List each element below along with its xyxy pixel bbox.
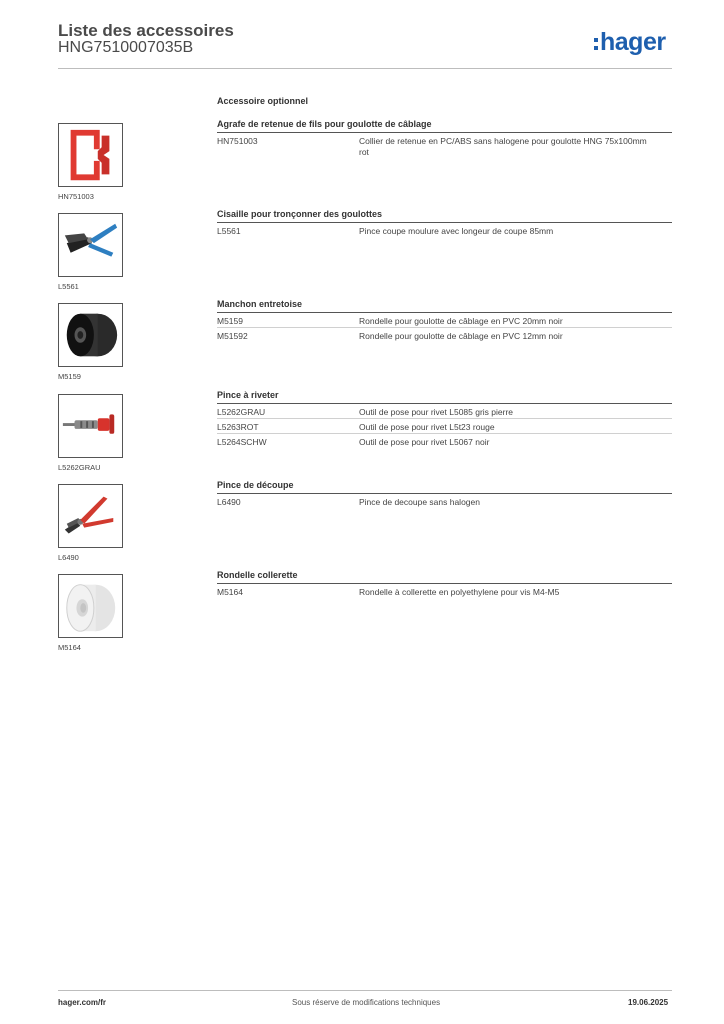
item-description: Outil de pose pour rivet L5085 gris pierre [359, 407, 514, 417]
table-row [217, 420, 672, 434]
image-label: L5262GRAU [58, 463, 101, 472]
item-reference: L6490 [217, 497, 241, 507]
item-reference: M51592 [217, 331, 248, 341]
item-reference: L5561 [217, 226, 241, 236]
item-description: Rondelle à collerette en polyethylene pour vis M4-M5 [359, 587, 560, 597]
item-reference: L5262GRAU [217, 407, 266, 417]
item-reference: L5263ROT [217, 422, 259, 432]
collar-washer-image [58, 574, 123, 638]
table-row [217, 224, 672, 238]
product-reference: HNG7510007035B [58, 39, 194, 56]
image-label: M5164 [58, 643, 81, 652]
logo-dots-icon [594, 38, 598, 50]
image-label: L6490 [58, 553, 79, 562]
group-title: Pince de découpe [217, 480, 294, 490]
group-title: Rondelle collerette [217, 570, 298, 580]
item-description: Outil de pose pour rivet L5067 noir [359, 437, 490, 447]
item-description: Rondelle pour goulotte de câblage en PVC 12mm noir [359, 331, 563, 341]
group-divider [217, 583, 672, 584]
rivet-tool-image [58, 394, 123, 458]
item-description: Pince coupe moulure avec longeur de coupe 85mm [359, 226, 554, 236]
footer-disclaimer: Sous réserve de modifications techniques [292, 998, 441, 1007]
shears-image [58, 213, 123, 277]
hager-logo [594, 28, 666, 56]
item-reference: M5164 [217, 587, 243, 597]
cutting-pliers-image [58, 484, 123, 548]
table-row [217, 134, 672, 160]
footer-date: 19.06.2025 [628, 998, 669, 1007]
item-description: Collier de retenue en PC/ABS sans halogene pour goulotte HNG 75x100mm rot [359, 136, 647, 157]
page-title: Liste des accessoires [58, 21, 234, 40]
red-clip-image [58, 123, 123, 187]
table-row [217, 495, 672, 509]
table-row [217, 329, 672, 343]
table-row [217, 435, 672, 449]
header-divider [58, 68, 672, 69]
group-title: Cisaille pour tronçonner des goulottes [217, 209, 383, 219]
group-divider [217, 312, 672, 313]
group-divider [217, 132, 672, 133]
item-description: Outil de pose pour rivet L5t23 rouge [359, 422, 495, 432]
item-reference: HN751003 [217, 136, 258, 146]
spacer-sleeve-image [58, 303, 123, 367]
item-description: Rondelle pour goulotte de câblage en PVC 20mm noir [359, 316, 563, 326]
table-row [217, 405, 672, 419]
footer-divider [58, 990, 672, 991]
group-divider [217, 493, 672, 494]
image-label: HN751003 [58, 192, 94, 201]
item-reference: M5159 [217, 316, 243, 326]
group-divider [217, 403, 672, 404]
footer-website-link[interactable]: hager.com/fr [58, 998, 107, 1007]
group-divider [217, 222, 672, 223]
table-row [217, 314, 672, 328]
image-label: M5159 [58, 372, 81, 381]
logo-text: hager [600, 27, 666, 56]
group-title: Pince à riveter [217, 390, 279, 400]
item-description: Pince de decoupe sans halogen [359, 497, 480, 507]
group-title: Manchon entretoise [217, 299, 303, 309]
item-reference: L5264SCHW [217, 437, 267, 447]
table-row [217, 585, 672, 599]
group-title: Agrafe de retenue de fils pour goulotte de câblage [217, 119, 432, 129]
image-label: L5561 [58, 282, 79, 291]
section-heading: Accessoire optionnel [217, 96, 309, 106]
